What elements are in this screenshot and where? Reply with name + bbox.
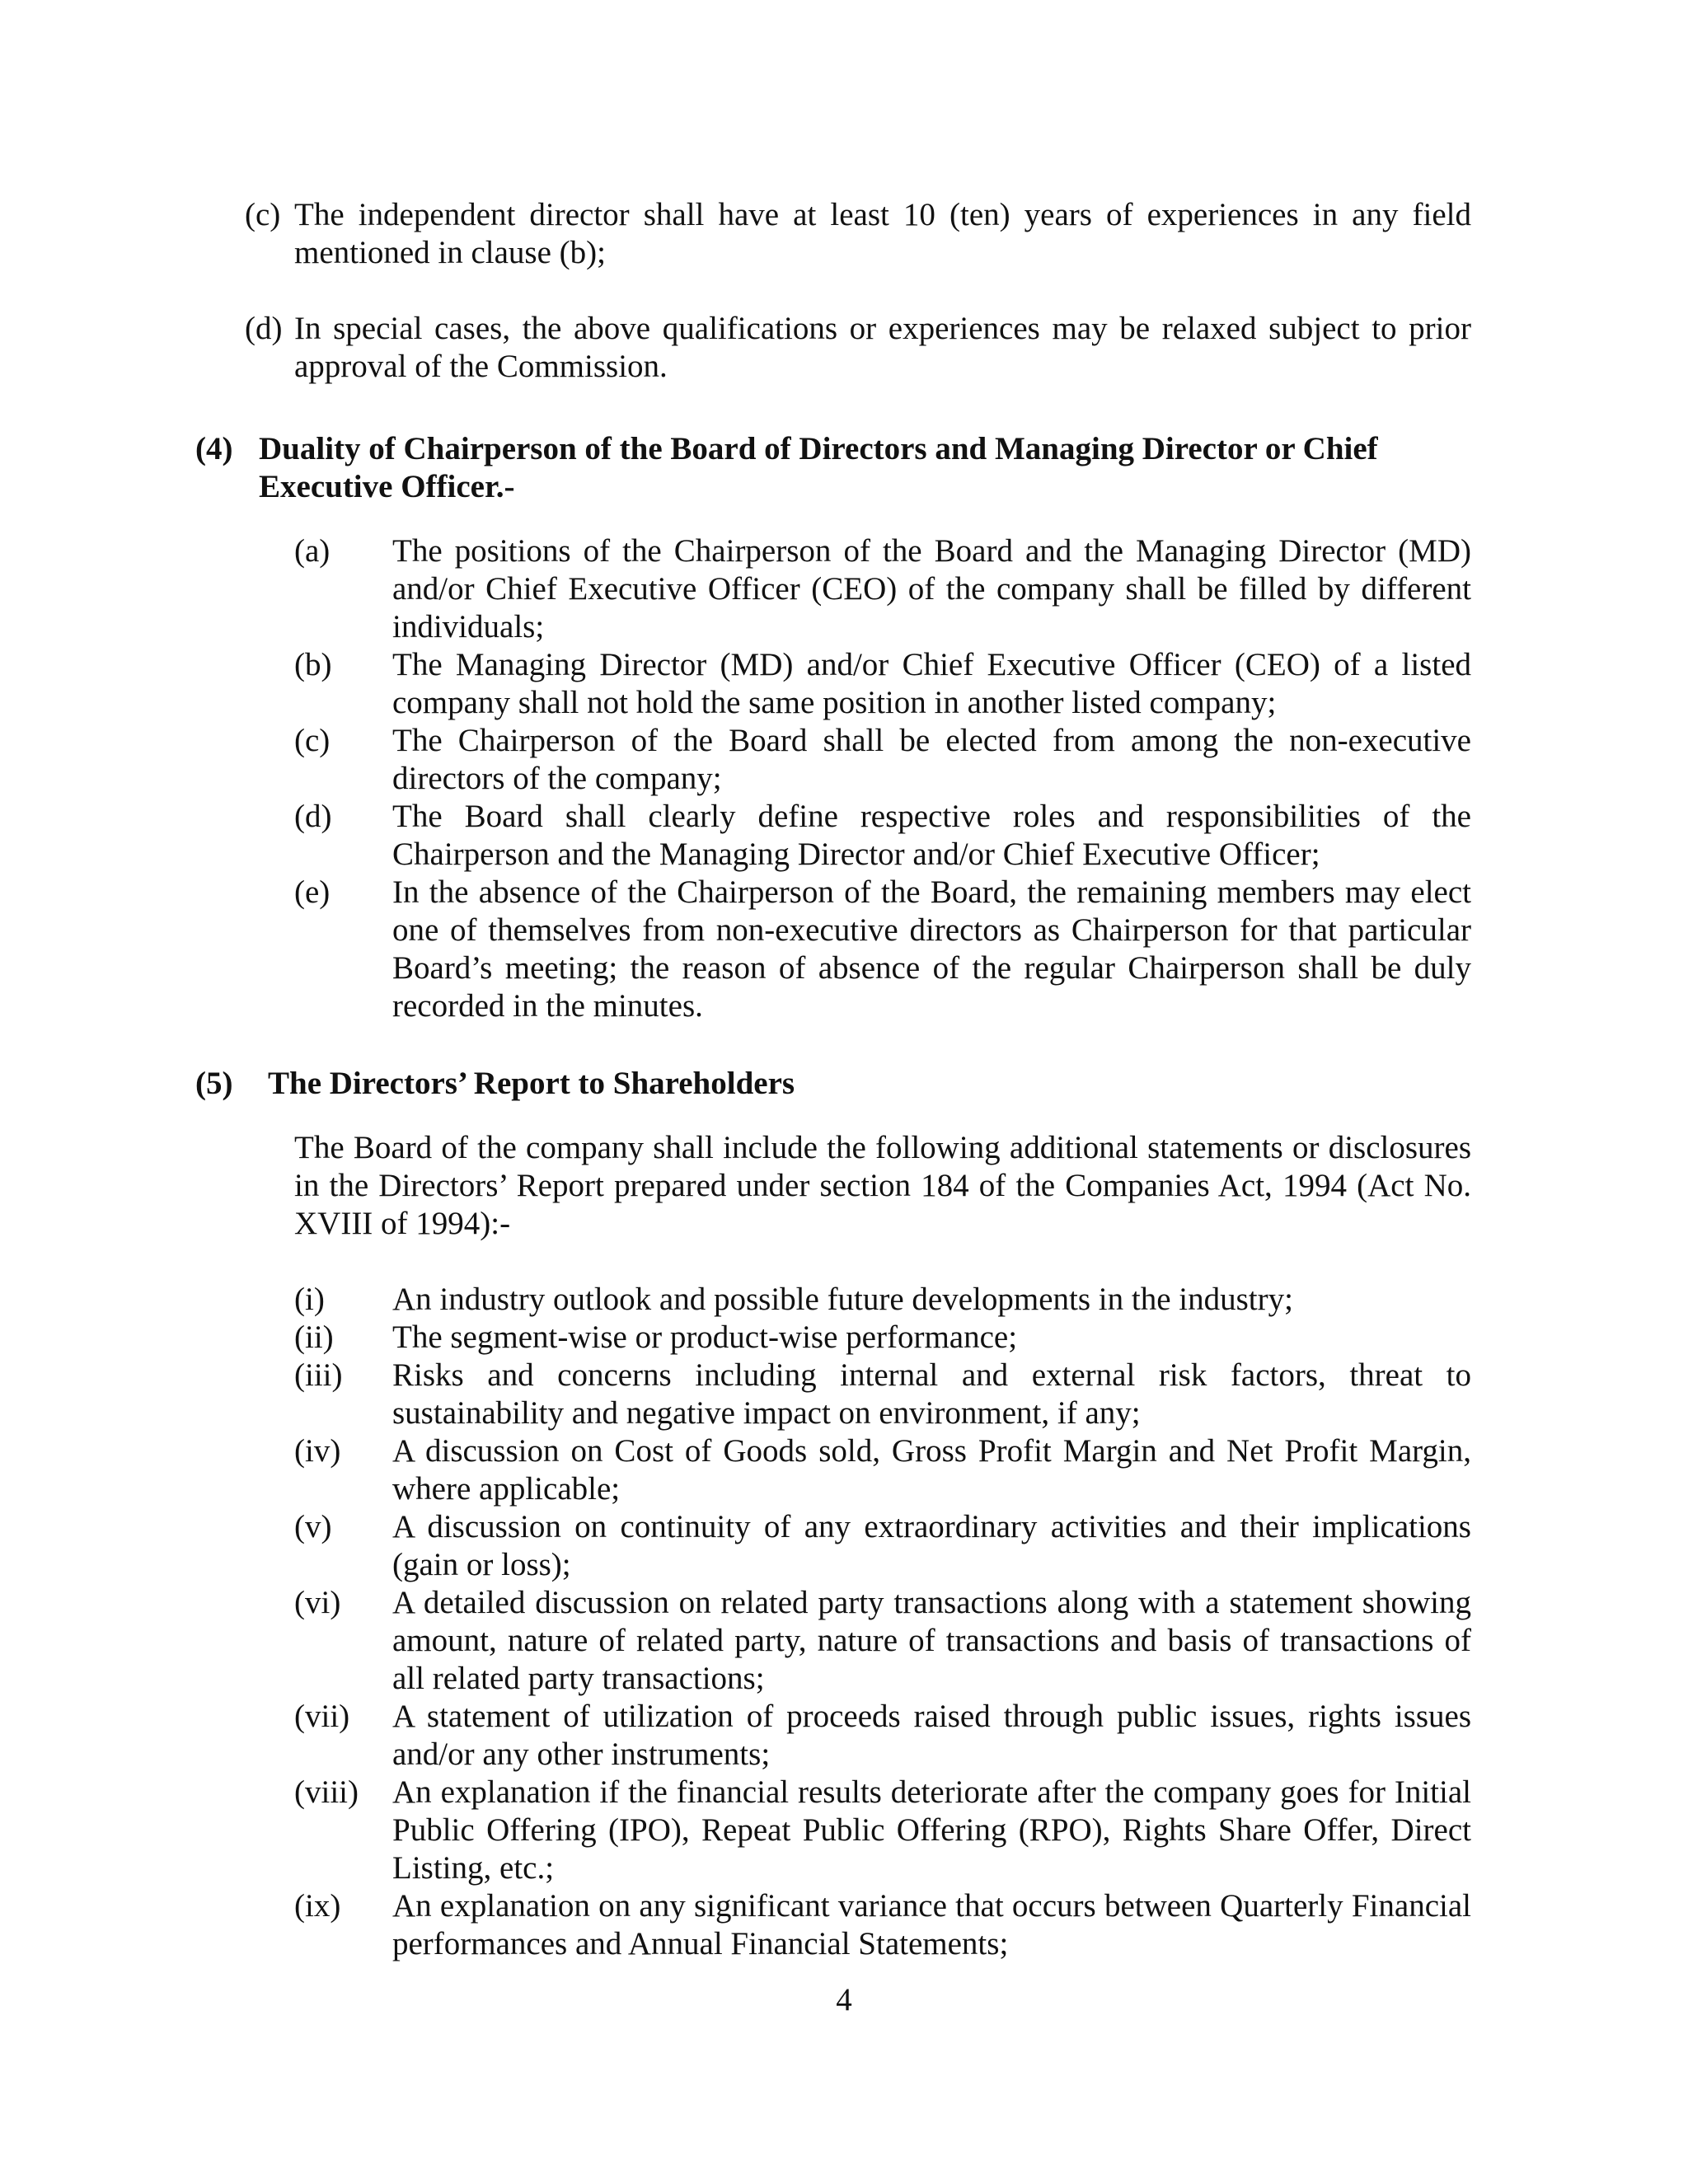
item-label: (ix) [294, 1888, 341, 1924]
item-text: In special cases, the above qualifications or experiences may be relaxed subject to prior approval of the Commission. [294, 311, 1471, 384]
item-label: (vii) [294, 1699, 350, 1734]
item-label: (e) [294, 874, 331, 910]
item-label: (iv) [294, 1433, 341, 1469]
item-text: An explanation if the financial results deteriorate after the company goes for Initial Public Offering (IPO), Repeat Public Offering (RPO), Rights Share Offer, Direct Listing, etc.; [392, 1774, 1471, 1886]
section-title: The Directors’ Report to Shareholders [268, 1066, 795, 1101]
item-label: (iii) [294, 1357, 343, 1393]
item-text: In the absence of the Chairperson of the Board, the remaining members may elect one of themselves from non-executive directors as Chairperson for that particular Board’s meeting; the reason of absence of the regular Chairperson shall be duly recorded in the minutes. [392, 874, 1471, 1024]
item-label: (c) [294, 723, 331, 758]
item-label: (ii) [294, 1319, 334, 1355]
item-label: (v) [294, 1509, 332, 1544]
item-label: (viii) [294, 1774, 359, 1810]
item-text: The Managing Director (MD) and/or Chief Executive Officer (CEO) of a listed company shall not hold the same position in another listed company; [392, 647, 1471, 720]
item-text: A detailed discussion on related party transactions along with a statement showing amount, nature of related party, nature of transactions and basis of transactions of all related party transactions; [392, 1585, 1471, 1696]
item-text: The segment-wise or product-wise performance; [392, 1319, 1018, 1355]
item-text: The positions of the Chairperson of the Board and the Managing Director (MD) and/or Chief Executive Officer (CEO) of the company shall be filled by different individuals; [392, 533, 1471, 644]
item-label: (d) [245, 311, 283, 346]
item-text: The Board shall clearly define respective roles and responsibilities of the Chairperson and the Managing Director and/or Chief Executive Officer; [392, 799, 1471, 872]
item-label: (b) [294, 647, 332, 682]
section-number: (4) [195, 431, 233, 466]
item-label: (vi) [294, 1585, 341, 1620]
item-text: An explanation on any significant variance that occurs between Quarterly Financial performances and Annual Financial Statements; [392, 1888, 1471, 1961]
item-text: An industry outlook and possible future developments in the industry; [392, 1282, 1293, 1317]
item-text: A statement of utilization of proceeds raised through public issues, rights issues and/or any other instruments; [392, 1699, 1471, 1772]
item-label: (a) [294, 533, 331, 569]
section-number: (5) [195, 1066, 233, 1101]
item-text: Risks and concerns including internal and external risk factors, threat to sustainability and negative impact on environment, if any; [392, 1357, 1471, 1431]
item-text: A discussion on continuity of any extraordinary activities and their implications (gain or loss); [392, 1509, 1471, 1582]
item-label: (i) [294, 1282, 325, 1317]
page-number: 4 [836, 1982, 852, 2018]
item-label: (d) [294, 799, 332, 834]
section5-intro: The Board of the company shall include the following additional statements or disclosures in the Directors’ Report prepared under section 184 of the Companies Act, 1994 (Act No. XVIII of 1994):- [294, 1130, 1471, 1241]
item-text: The Chairperson of the Board shall be elected from among the non-executive directors of the company; [392, 723, 1471, 796]
section-title: Duality of Chairperson of the Board of Directors and Managing Director or Chief Executive Officer.- [259, 431, 1378, 504]
item-text: The independent director shall have at least 10 (ten) years of experiences in any field mentioned in clause (b); [294, 197, 1471, 270]
item-label: (c) [245, 197, 281, 232]
item-text: A discussion on Cost of Goods sold, Gross Profit Margin and Net Profit Margin, where applicable; [392, 1433, 1471, 1507]
